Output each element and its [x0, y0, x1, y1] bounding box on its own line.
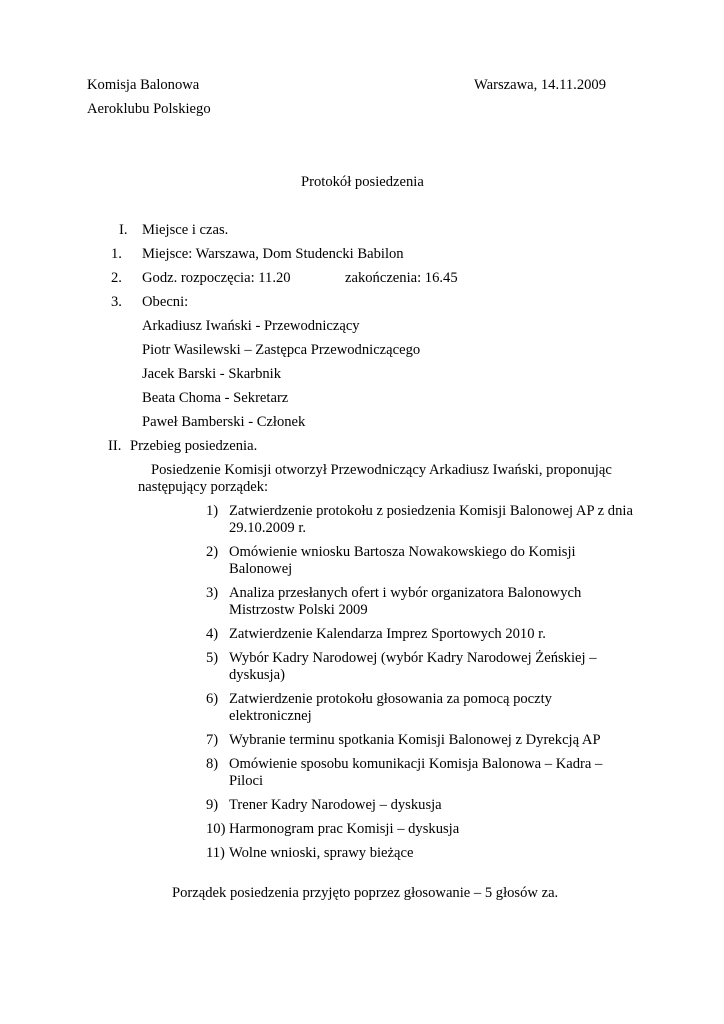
section1-item3-text: Obecni: [142, 294, 189, 310]
section1-item3-number: 3. [111, 294, 122, 310]
agenda-item-text: Trener Kadry Narodowej – dyskusja [229, 797, 442, 813]
section1-heading: Miejsce i czas. [142, 222, 229, 238]
section1-number: I. [119, 222, 128, 238]
agenda-item-text: Zatwierdzenie Kalendarza Imprez Sportowych 2010 r. [229, 626, 546, 642]
attendee: Jacek Barski - Skarbnik [142, 366, 282, 382]
section1-item1-number: 1. [111, 246, 122, 262]
section2-intro-line1: Posiedzenie Komisji otworzył Przewodniczący Arkadiusz Iwański, proponując [151, 462, 612, 478]
attendee: Piotr Wasilewski – Zastępca Przewodniczącego [142, 342, 421, 358]
agenda-item-text: Zatwierdzenie protokołu z posiedzenia Komisji Balonowej AP z dnia 29.10.2009 r. [229, 503, 633, 536]
section2-intro-line2: następujący porządek: [138, 479, 269, 495]
agenda-item-number: 8) [206, 756, 219, 772]
agenda-item-number: 10) [206, 821, 226, 837]
attendee: Arkadiusz Iwański - Przewodniczący [142, 318, 360, 334]
agenda-item-text: Analiza przesłanych ofert i wybór organizatora Balonowych Mistrzostw Polski 2009 [229, 585, 582, 618]
document-title: Protokół posiedzenia [301, 174, 424, 190]
agenda-item-number: 7) [206, 732, 219, 748]
org-name-line1: Komisja Balonowa [87, 77, 200, 93]
section2-heading: Przebieg posiedzenia. [130, 438, 258, 454]
agenda-item-text: Wolne wnioski, sprawy bieżące [229, 845, 414, 861]
agenda-item-number: 2) [206, 544, 219, 560]
section1-item2-end-time: zakończenia: 16.45 [345, 270, 458, 286]
place-date: Warszawa, 14.11.2009 [474, 77, 607, 93]
agenda-item-text: Omówienie sposobu komunikacji Komisja Balonowa – Kadra – Piloci [229, 756, 603, 789]
section1-item2-text: Godz. rozpoczęcia: 11.20 [142, 270, 291, 286]
agenda-item-number: 6) [206, 691, 219, 707]
org-name-line2: Aeroklubu Polskiego [87, 101, 211, 117]
attendee: Paweł Bamberski - Członek [142, 414, 306, 430]
section1-item2-number: 2. [111, 270, 122, 286]
agenda-item-text: Zatwierdzenie protokołu głosowania za pomocą poczty elektronicznej [229, 691, 552, 724]
agenda-item-number: 5) [206, 650, 219, 666]
conclusion: Porządek posiedzenia przyjęto poprzez głosowanie – 5 głosów za. [172, 885, 559, 901]
agenda-item-number: 11) [206, 845, 225, 861]
section2-number: II. [108, 438, 122, 454]
agenda-item-number: 9) [206, 797, 219, 813]
agenda-item-text: Wybór Kadry Narodowej (wybór Kadry Narodowej Żeńskiej – dyskusja) [229, 650, 597, 683]
attendee: Beata Choma - Sekretarz [142, 390, 289, 406]
agenda-item-number: 3) [206, 585, 219, 601]
section1-item1-text: Miejsce: Warszawa, Dom Studencki Babilon [142, 246, 404, 262]
agenda-item-text: Omówienie wniosku Bartosza Nowakowskiego do Komisji Balonowej [229, 544, 576, 577]
agenda-item-text: Harmonogram prac Komisji – dyskusja [229, 821, 460, 837]
agenda-item-number: 1) [206, 503, 219, 519]
agenda-item-number: 4) [206, 626, 219, 642]
agenda-item-text: Wybranie terminu spotkania Komisji Balonowej z Dyrekcją AP [229, 732, 601, 748]
